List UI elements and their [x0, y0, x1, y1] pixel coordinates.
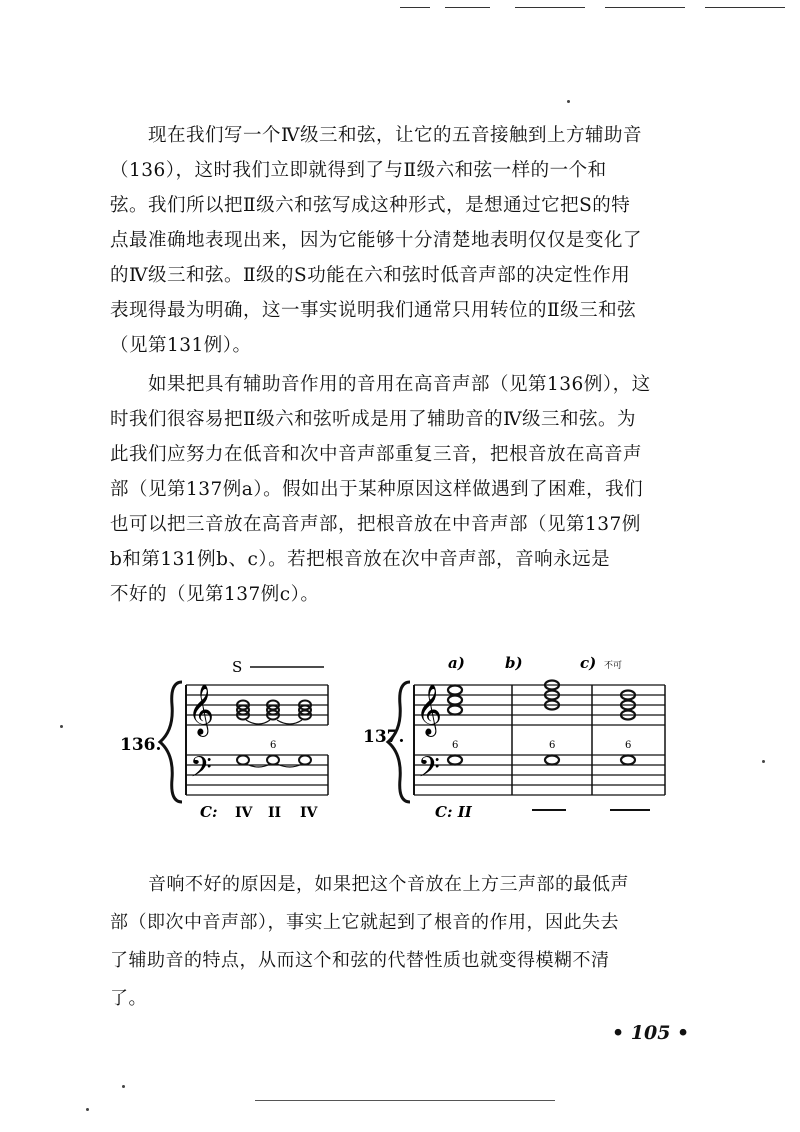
text-line: 了。 — [110, 988, 147, 1009]
paragraph-1 — [110, 118, 700, 363]
figured-bass: 6 — [549, 740, 556, 751]
example-number: 137. — [363, 727, 405, 747]
figured-bass: 6 — [452, 740, 459, 751]
text-line: 部（见第137例a）。假如出于某种原因这样做遇到了困难，我们 — [110, 479, 644, 500]
text-line: （见第131例）。 — [110, 335, 252, 356]
part-label: c) — [580, 654, 597, 672]
key-label: C: II — [435, 803, 472, 820]
text-line: 的Ⅳ级三和弦。Ⅱ级的S功能在六和弦时低音声部的决定性作用 — [110, 265, 631, 286]
text-line: 表现得最为明确，这一事实说明我们通常只用转位的Ⅱ级三和弦 — [110, 300, 637, 321]
bass-notes — [448, 756, 635, 765]
header-rule — [445, 7, 490, 8]
header-rule — [605, 7, 685, 8]
text-line: 弦。我们所以把Ⅱ级六和弦写成这种形式，是想通过它把S的特 — [110, 195, 631, 216]
key-label: C: — [200, 803, 218, 820]
paragraph-3 — [110, 866, 700, 1018]
treble-chords — [237, 701, 311, 725]
text-line: （136），这时我们立即就得到了与Ⅱ级六和弦一样的一个和 — [110, 160, 607, 181]
scan-speck — [86, 1108, 89, 1111]
text-line: 也可以把三音放在高音声部，把根音放在中音声部（见第137例 — [110, 514, 641, 535]
figured-bass: 6 — [625, 740, 632, 751]
bass-notes — [237, 756, 311, 768]
treble-clef-icon: 𝄞 — [416, 684, 443, 735]
text-line: 此我们应努力在低音和次中音声部重复三音，把根音放在高音声 — [110, 444, 643, 465]
function-label: S — [232, 658, 243, 676]
example-136 — [120, 658, 328, 820]
text-line: 现在我们写一个Ⅳ级三和弦，让它的五音接触到上方辅助音 — [148, 125, 642, 146]
page-number: • 105 • — [612, 1022, 690, 1044]
scan-speck — [60, 725, 63, 728]
example-137 — [363, 654, 665, 820]
text-line: 了辅助音的特点，从而这个和弦的代替性质也就变得模糊不清 — [110, 950, 610, 971]
bass-clef-icon: 𝄢 — [418, 751, 440, 791]
header-rule — [705, 7, 785, 8]
example-number: 136. — [120, 735, 162, 755]
figured-bass: 6 — [270, 740, 277, 751]
text-line: 不好的（见第137例c）。 — [110, 584, 320, 605]
bass-staff — [414, 755, 665, 795]
music-examples — [120, 650, 680, 820]
text-line: 点最准确地表现出来，因为它能够十分清楚地表明仅仅是变化了 — [110, 230, 643, 251]
scan-speck — [122, 1085, 125, 1088]
text-line: 部（即次中音声部），事实上它就起到了根音的作用，因此失去 — [110, 912, 619, 933]
paragraph-2 — [110, 367, 700, 612]
text-line: 音响不好的原因是，如果把这个音放在上方三声部的最低声 — [148, 874, 629, 895]
treble-clef-icon: 𝄞 — [188, 684, 215, 735]
roman-numeral: IV — [235, 805, 253, 820]
part-label: b) — [505, 654, 523, 672]
roman-numeral: IV — [300, 805, 318, 820]
grand-staff-brace — [160, 682, 182, 802]
scan-speck — [567, 100, 570, 103]
text-line: 如果把具有辅助音作用的音用在高音声部（见第136例），这 — [148, 374, 651, 395]
scan-line — [255, 1100, 555, 1101]
header-rule — [400, 7, 430, 8]
part-label: a) — [448, 654, 465, 672]
bass-clef-icon: 𝄢 — [190, 751, 212, 791]
text-line: 时我们很容易把Ⅱ级六和弦听成是用了辅助音的Ⅳ级三和弦。为 — [110, 409, 637, 430]
roman-numeral: II — [268, 805, 282, 820]
text-line: b和第131例b、c）。若把根音放在次中音声部，音响永远是 — [110, 549, 611, 570]
header-rule — [515, 7, 585, 8]
part-note: 不可 — [604, 661, 623, 671]
scan-speck — [762, 760, 765, 763]
treble-chords — [448, 681, 635, 720]
